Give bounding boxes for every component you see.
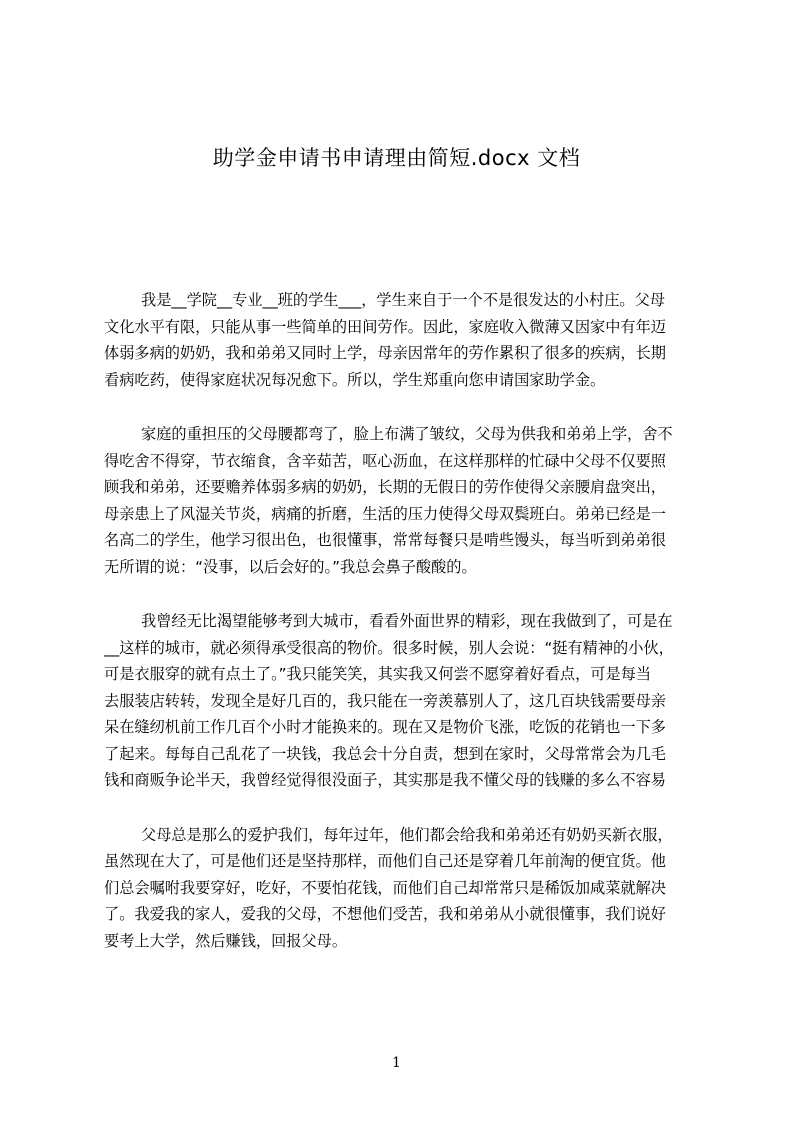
paragraph-line: 了起来。每每自己乱花了一块钱，我总会十分自责，想到在家时，父母常常会为几毛 [104, 744, 666, 763]
paragraph-line: 去服装店转转，发现全是好几百的，我只能在一旁羡慕别人了，这几百块钱需要母亲 [104, 691, 666, 710]
paragraph-2 [104, 421, 700, 580]
paragraph-1 [104, 287, 700, 393]
page-number: 1 [392, 1055, 401, 1071]
paragraph-line: 名高二的学生，他学习很出色，也很懂事，常常每餐只是啃些馒头，每当听到弟弟很 [104, 531, 666, 549]
paragraph-line: 得吃舍不得穿，节衣缩食，含辛茹苦，呕心沥血，在这样那样的忙碌中父母不仅要照 [104, 451, 666, 470]
paragraph-line: 可是衣服穿的就有点土了。”我只能笑笑，其实我又何尝不愿穿着好看点，可是每当 [104, 665, 652, 683]
paragraph-3 [104, 608, 700, 794]
paragraph-line: 母亲患上了风湿关节炎，病痛的折磨，生活的压力使得父母双鬓班白。弟弟已经是一 [104, 504, 666, 523]
paragraph-line: 无所谓的说：“没事，以后会好的。”我总会鼻子酸酸的。 [104, 557, 477, 576]
paragraph-line: 父母总是那么的爱护我们，每年过年，他们都会给我和弟弟还有奶奶买新衣服， [141, 825, 673, 844]
paragraph-line: 看病吃药，使得家庭状况每况愈下。所以，学生郑重向您申请国家助学金。 [104, 370, 606, 389]
paragraph-line: 呆在缝纫机前工作几百个小时才能换来的。现在又是物价飞涨，吃饭的花销也一下多 [104, 718, 666, 736]
document-title: 助学金申请书申请理由简短.docx 文档 [212, 146, 581, 170]
paragraph-4 [104, 822, 700, 955]
paragraph-line: 虽然现在大了，可是他们还是坚持那样，而他们自己还是穿着几年前淘的便宜货。他 [104, 852, 666, 870]
paragraph-line: 了。我爱我的家人，爱我的父母，不想他们受苦，我和弟弟从小就很懂事，我们说好 [104, 905, 666, 923]
paragraph-line: 体弱多病的奶奶，我和弟弟又同时上学，母亲因常年的劳作累积了很多的疾病，长期 [104, 344, 666, 362]
paragraph-line: 家庭的重担压的父母腰都弯了，脸上布满了皱纹，父母为供我和弟弟上学，舍不 [141, 425, 673, 443]
paragraph-line: 我曾经无比渴望能够考到大城市，看看外面世界的精彩，现在我做到了，可是在 [141, 612, 673, 630]
paragraph-line: 顾我和弟弟，还要赡养体弱多病的奶奶，长期的无假日的劳作使得父亲腰肩盘突出， [104, 478, 666, 496]
paragraph-line: 要考上大学，然后赚钱，回报父母。 [104, 931, 347, 950]
document-body [104, 287, 700, 982]
paragraph-line: 我是__学院__专业__班的学生___，学生来自于一个不是很发达的小村庄。父母 [141, 291, 665, 309]
paragraph-line: 钱和商贩争论半天，我曾经觉得很没面子，其实那是我不懂父母的钱赚的多么不容易 [104, 771, 666, 789]
paragraph-line: 文化水平有限，只能从事一些简单的田间劳作。因此，家庭收入微薄又因家中有年迈 [104, 317, 666, 336]
paragraph-line: __这样的城市，就必须得承受很高的物价。很多时候，别人会说：“挺有精神的小伙， [104, 638, 674, 657]
paragraph-line: 们总会嘱咐我要穿好，吃好，不要怕花钱，而他们自己却常常只是稀饭加咸菜就解决 [104, 878, 666, 897]
